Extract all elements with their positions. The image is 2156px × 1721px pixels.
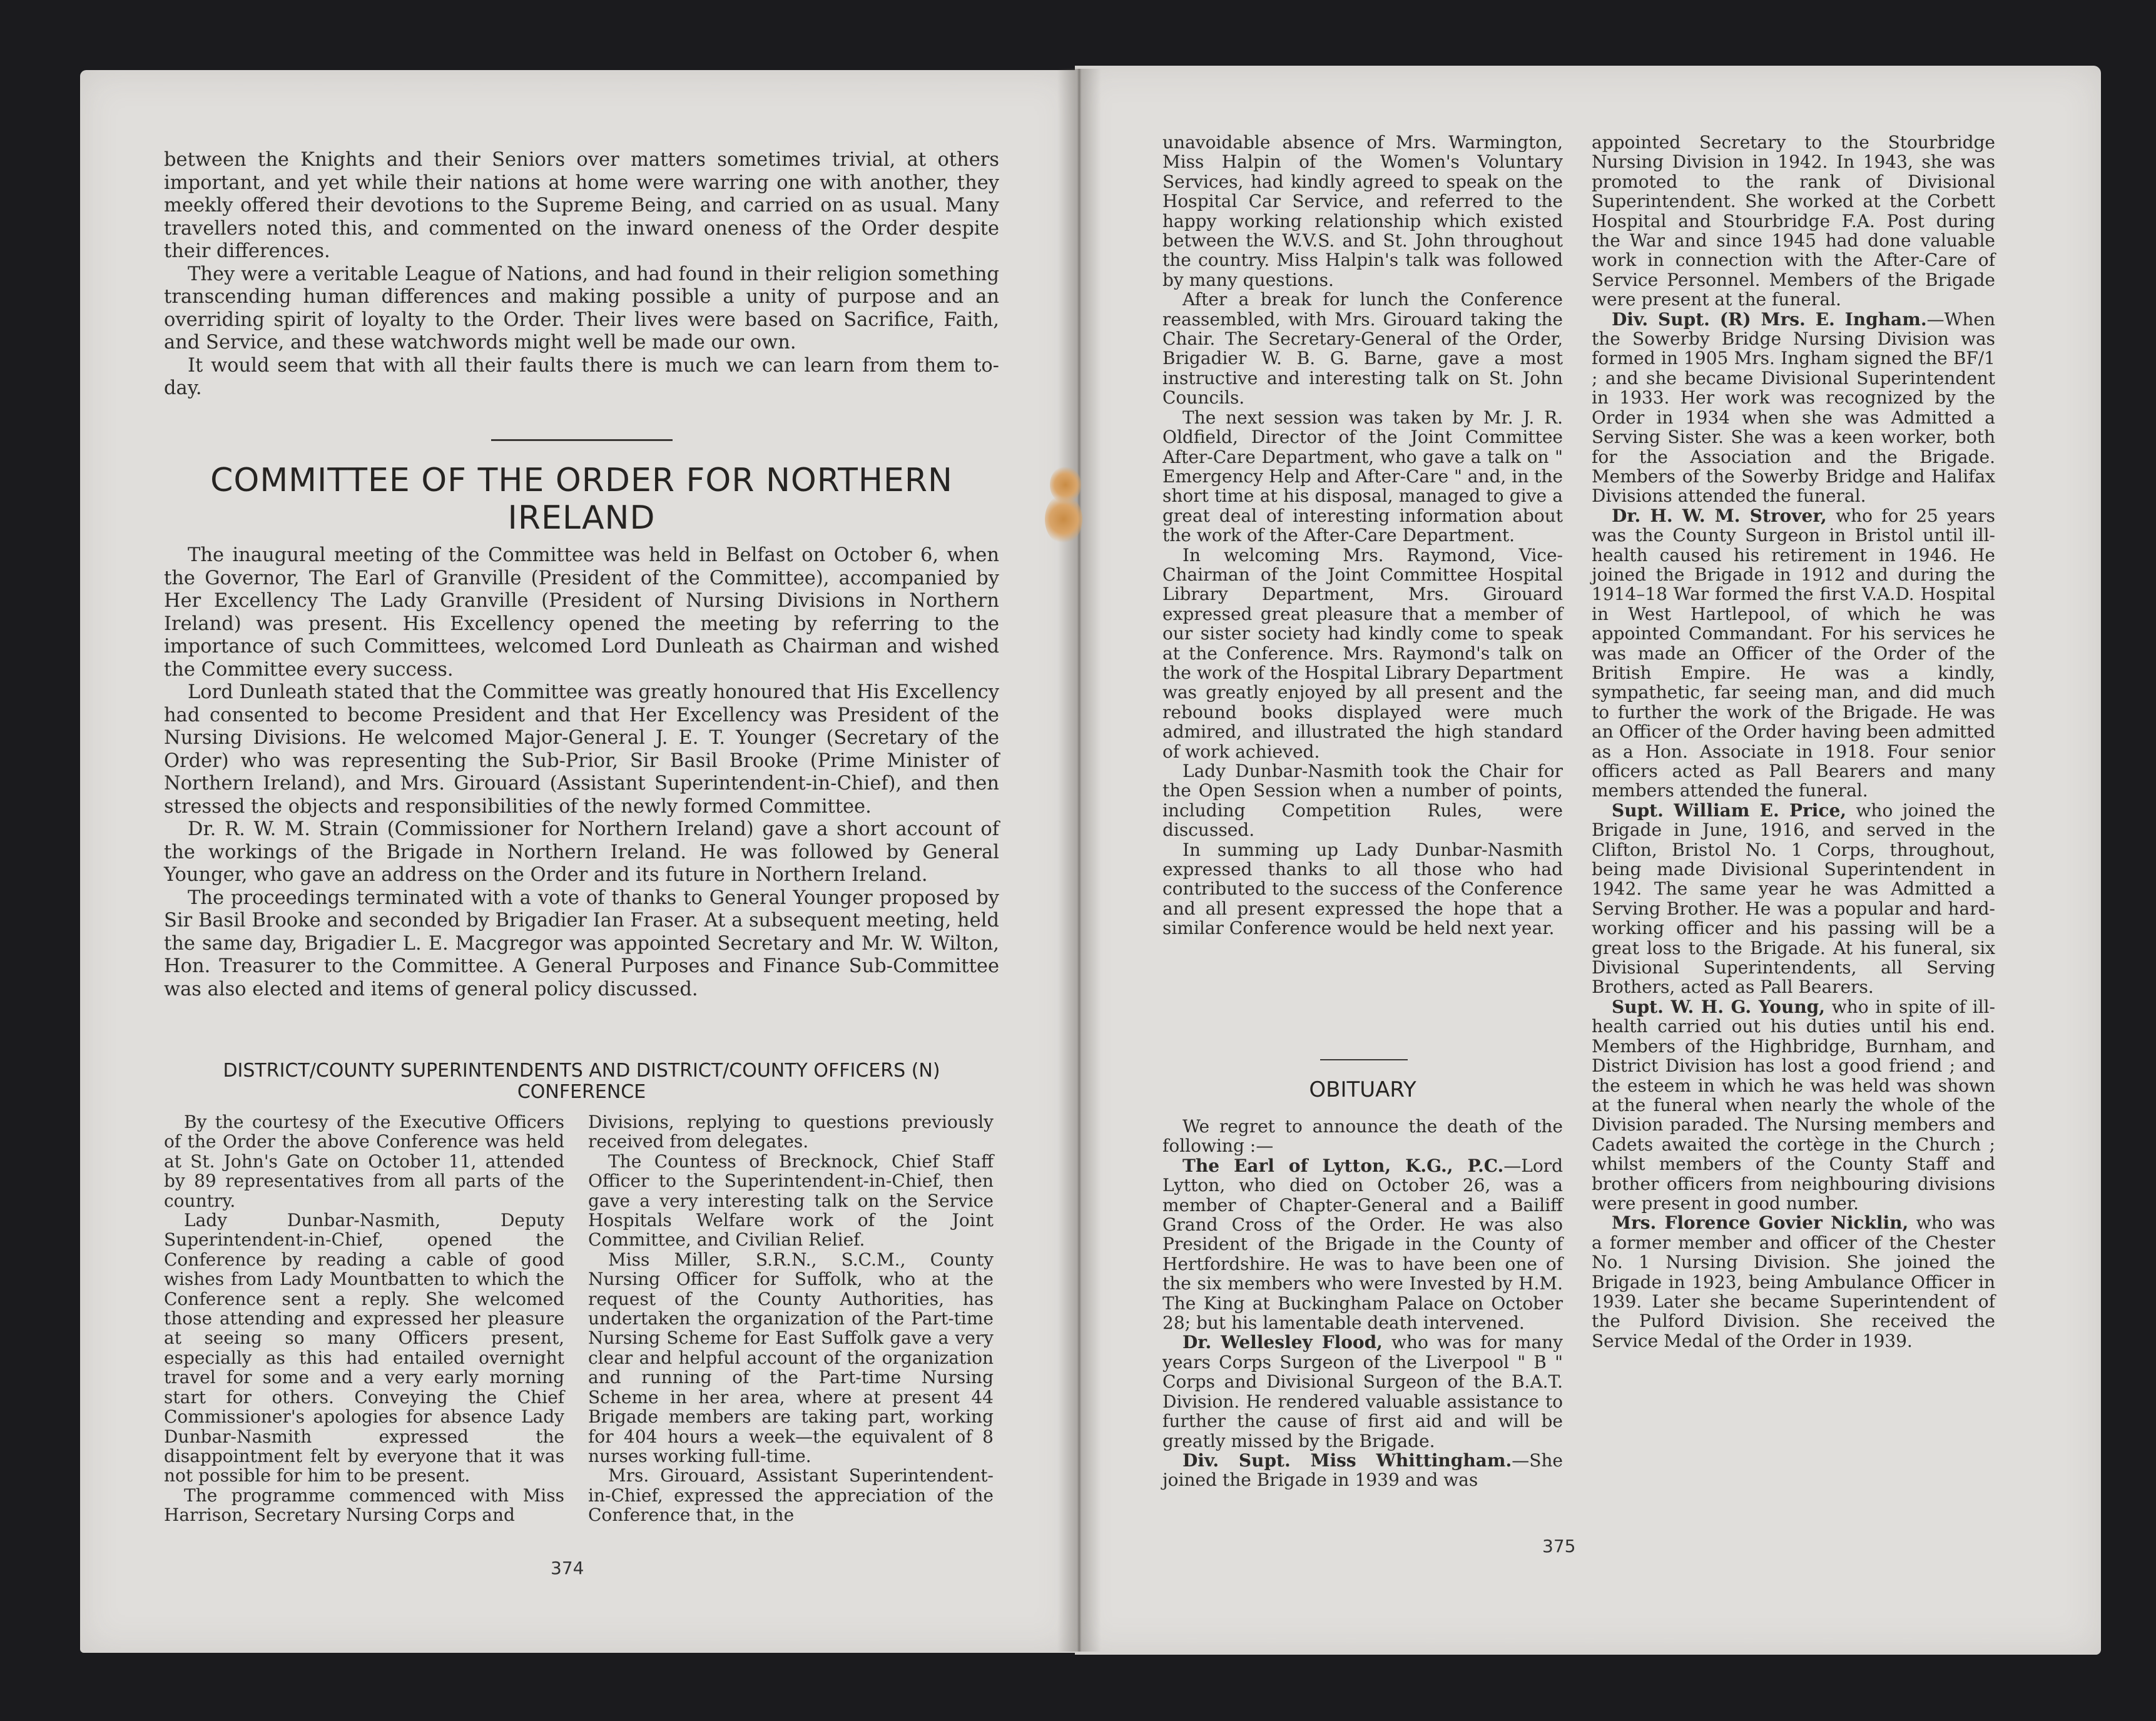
paragraph: Dr. R. W. M. Strain (Commissioner for Northern Ireland) gave a short account of the workings of the Brigade in Northern Ireland. He was followed by General Younger, who gave an address on the Order and its future in Northern Ireland.: [164, 818, 999, 886]
paragraph: The inaugural meeting of the Committee was held in Belfast on October 6, when the Governor, The Earl of Granville (President of the Committee), accompanied by Her Excellency The Lady Granville (President of Nursing Divisions in Northern Ireland) was present. His Excellency opened the meeting by referring to the importance of such Committees, welcomed Lord Dunleath as Chairman and wished the Committee every success.: [164, 544, 999, 681]
paragraph: appointed Secretary to the Stourbridge Nursing Division in 1942. In 1943, she was promoted to the rank of Divisional Superintendent. She worked at the Corbett Hospital and Stourbridge F.A. Post during the War and since 1945 had done valuable work in connection with the After-Care of Service Personnel. Members of the Brigade were present at the funeral.: [1592, 132, 1995, 310]
paragraph: By the courtesy of the Executive Officers of the Order the above Conference was held at St. John's Gate on October 11, attended by 89 representatives from all parts of the country.: [164, 1112, 564, 1211]
paragraph: It would seem that with all their faults there is much we can learn from them to-day.: [164, 354, 999, 399]
stain-mark: [1045, 494, 1082, 544]
paragraph: In summing up Lady Dunbar-Nasmith expressed thanks to all those who had contributed to the success of the Conference and all present expressed the hope that a similar Conference would be held next year.: [1162, 839, 1563, 939]
heading-northern-ireland: COMMITTEE OF THE ORDER FOR NORTHERN IRELAND: [210, 462, 953, 537]
obituary-entry: [1592, 310, 1995, 506]
paragraph: The next session was taken by Mr. J. R. Oldfield, Director of the Joint Committee After-Care Department, who gave a talk on " Emergency Help and After-Care " and, in the short time at his disposal, managed to give a great deal of interesting information about the work of the After-Care Department.: [1162, 407, 1563, 546]
heading-obituary: OBITUARY: [1309, 1077, 1416, 1102]
page-number: 374: [551, 1558, 584, 1578]
conference-column-2: [588, 1112, 994, 1525]
obituary-text: who was for many years Corps Surgeon of the Liverpool " B " Corps and Divisional Surgeon of the B.A.T. Division. He rendered valuable assistance to further the cause of first aid and will be greatly missed by the Brigade.: [1162, 1332, 1563, 1451]
section-divider: [1320, 1059, 1408, 1060]
obituary-text: —She joined the Brigade in 1939 and was: [1162, 1449, 1563, 1491]
paragraph: Mrs. Girouard, Assistant Superintendent-in-Chief, expressed the appreciation of the Conference that, in the: [588, 1465, 994, 1526]
paragraph: between the Knights and their Seniors over matters sometimes trivial, at others important, and yet while their nations at home were warring one with another, they meekly offered their devotions to the Supreme Being, and carried on as usual. Many travellers noted this, and commented on the inward oneness of the Order despite their differences.: [164, 149, 999, 262]
book-gutter: [1057, 69, 1101, 1652]
obituary-column-2: [1592, 133, 1995, 1351]
section-divider: [491, 439, 673, 441]
obituary-name: Supt. W. H. G. Young,: [1612, 996, 1826, 1017]
paragraph: They were a veritable League of Nations, and had found in their religion something transcending human differences and making possible a unity of purpose and an overriding spirit of loyalty to the Order. Their lives were based on Sacrifice, Faith, and Service, and these watchwords might well be made our own.: [164, 263, 999, 353]
paragraph: unavoidable absence of Mrs. Warmington, Miss Halpin of the Women's Voluntary Services, had kindly agreed to speak on the Hospital Car Service, and referred to the happy working relationship which existed between the W.V.S. and St. John throughout the country. Miss Halpin's talk was followed by many questions.: [1162, 132, 1563, 290]
obituary-entry: [1592, 506, 1995, 801]
paragraph: Miss Miller, S.R.N., S.C.M., County Nursing Officer for Suffolk, who at the request of the County Authorities, has undertaken the organization of the Part-time Nursing Scheme for East Suffolk gave a very clear and helpful account of the organization and running of the Part-time Nursing Scheme in her area, where at present 44 Brigade members are taking part, working for 404 hours a week—the equivalent of 8 nurses working full-time.: [588, 1249, 994, 1466]
paragraph: Lady Dunbar-Nasmith, Deputy Superintendent-in-Chief, opened the Conference by reading a cable of good wishes from Lady Mountbatten to which the Conference sent a reply. She welcomed those attending and expressed her pleasure at seeing so many Officers present, especially as this had entailed overnight travel for some and a very early morning start for others. Conveying the Chief Commissioner's apologies for absence Lady Dunbar-Nasmith expressed the disappointment felt by everyone that it was not possible for him to be present.: [164, 1210, 564, 1486]
northern-ireland-text: [164, 544, 999, 1001]
intro-text: [164, 149, 999, 400]
conference-continued: [1162, 133, 1563, 938]
obituary-text: —When the Sowerby Bridge Nursing Division was formed in 1905 Mrs. Ingham signed the BF/1 ; and she became Divisional Superintendent in 1933. Her work was recognized by the Order in 1934 when she was Admitted a Serving Sister. She was a keen worker, both for the Association and the Brigade. Members of the Sowerby Bridge and Halifax Divisions attended the funeral.: [1592, 308, 1995, 507]
obituary-text: who was a former member and officer of the Chester No. 1 Nursing Division. She joined the Brigade in 1923, being Ambulance Officer in 1939. Later she became Superintendent of the Pulford Division. She received the Service Medal of the Order in 1939.: [1592, 1212, 1996, 1351]
page-number: 375: [1542, 1536, 1576, 1556]
paragraph: The proceedings terminated with a vote of thanks to General Younger proposed by Sir Basil Brooke and seconded by Brigadier Ian Fraser. At a subsequent meeting, held the same day, Brigadier L. E. Macgregor was appointed Secretary and Mr. W. Wilton, Hon. Treasurer to the Committee. A General Purposes and Finance Sub-Committee was also elected and items of general policy discussed.: [164, 886, 999, 1000]
obituary-text: who in spite of ill-health carried out his duties until his end. Members of the Highbridge, Burnham, and District Division has lost a good friend ; and the esteem in which he was held was shown at the funeral when nearly the whole of the Division paraded. The Nursing members and Cadets awaited the cortège in the Church ; whilst members of the County Staff and brother officers from neighbouring divisions were present in good number.: [1592, 996, 1995, 1214]
paragraph: The Countess of Brecknock, Chief Staff Officer to the Superintendent-in-Chief, then gave a very interesting talk on the Service Hospitals Welfare work of the Joint Committee, and Civilian Relief.: [588, 1150, 994, 1251]
paragraph: The programme commenced with Miss Harrison, Secretary Nursing Corps and: [164, 1485, 564, 1526]
paragraph: Lady Dunbar-Nasmith took the Chair for the Open Session when a number of points, including Competition Rules, were discussed.: [1162, 761, 1563, 841]
obituary-name: The Earl of Lytton, K.G., P.C.: [1182, 1155, 1504, 1176]
obituary-entry: [1162, 1451, 1563, 1490]
paragraph: We regret to announce the death of the following :—: [1162, 1116, 1563, 1157]
paragraph: Divisions, replying to questions previously received from delegates.: [588, 1112, 994, 1152]
paragraph: Lord Dunleath stated that the Committee was greatly honoured that His Excellency had consented to become President and that Her Excellency was President of the Nursing Divisions. He welcomed Major-General J. E. T. Younger (Secretary of the Order) who was representing the Sub-Prior, Sir Basil Brooke (Prime Minister of Northern Ireland), and Mrs. Girouard (Assistant Superintendent-in-Chief), and then stressed the objects and responsibilities of the newly formed Committee.: [164, 681, 999, 818]
obituary-entry: [1592, 1213, 1995, 1351]
obituary-text: who joined the Brigade in June, 1916, and served in the Clifton, Bristol No. 1 Corps, throughout, being made Divisional Superintendent in 1942. The same year he was Admitted a Serving Brother. He was a popular and hard-working officer and his passing will be a great loss to the Brigade. At his funeral, six Divisional Superintendents, all Serving Brothers, acted as Pall Bearers.: [1592, 800, 1995, 998]
paragraph: In welcoming Mrs. Raymond, Vice-Chairman of the Joint Committee Hospital Library Department, Mrs. Girouard expressed great pleasure that a member of our sister society had kindly come to speak at the Conference. Mrs. Raymond's talk on the work of the Hospital Library Department was greatly enjoyed by all present and the rebound books displayed were much admired, and illustrated the high standard of work achieved.: [1162, 544, 1563, 762]
obituary-entry: [1162, 1156, 1563, 1333]
obituary-entry: [1162, 1333, 1563, 1450]
obituary-name: Div. Supt. (R) Mrs. E. Ingham.: [1612, 308, 1927, 330]
obituary-name: Div. Supt. Miss Whittingham.: [1182, 1449, 1512, 1471]
obituary-name: Supt. William E. Price,: [1612, 800, 1847, 821]
heading-conference: DISTRICT/COUNTY SUPERINTENDENTS AND DISTRICT/COUNTY OFFICERS (N) CONFERENCE: [223, 1060, 940, 1103]
conference-column-1: [164, 1112, 564, 1525]
obituary-name: Dr. H. W. M. Strover,: [1612, 505, 1827, 526]
obituary-name: Dr. Wellesley Flood,: [1182, 1332, 1383, 1353]
obituary-column-1: [1162, 1117, 1563, 1490]
paragraph: After a break for lunch the Conference reassembled, with Mrs. Girouard taking the Chair. The Secretary-General of the Order, Brigadier W. B. G. Barne, gave a most instructive and interesting talk on St. John Councils.: [1162, 289, 1563, 409]
obituary-entry: [1592, 997, 1995, 1213]
obituary-name: Mrs. Florence Govier Nicklin,: [1612, 1212, 1909, 1234]
obituary-text: —Lord Lytton, who died on October 26, was a member of Chapter-General and a Bailiff Grand Cross of the Order. He was also President of the Brigade in the County of Hertfordshire. He was to have been one of the six members who were Invested by H.M. The King at Buckingham Palace on October 28; but his lamentable death intervened.: [1162, 1155, 1563, 1334]
obituary-text: who for 25 years was the County Surgeon in Bristol until ill-health caused his retirement in 1946. He joined the Brigade in 1912 and during the 1914–18 War formed the first V.A.D. Hospital in West Hartlepool, of which he was appointed Commandant. For his services he was made an Officer of the Order of the British Empire. He was a kindly, sympathetic, far seeing man, and did much to further the work of the Brigade. He was an Officer of the Order having been admitted as a Hon. Associate in 1918. Four senior officers acted as Pall Bearers and many members attended the funeral.: [1592, 505, 1996, 801]
obituary-entry: [1592, 801, 1995, 997]
